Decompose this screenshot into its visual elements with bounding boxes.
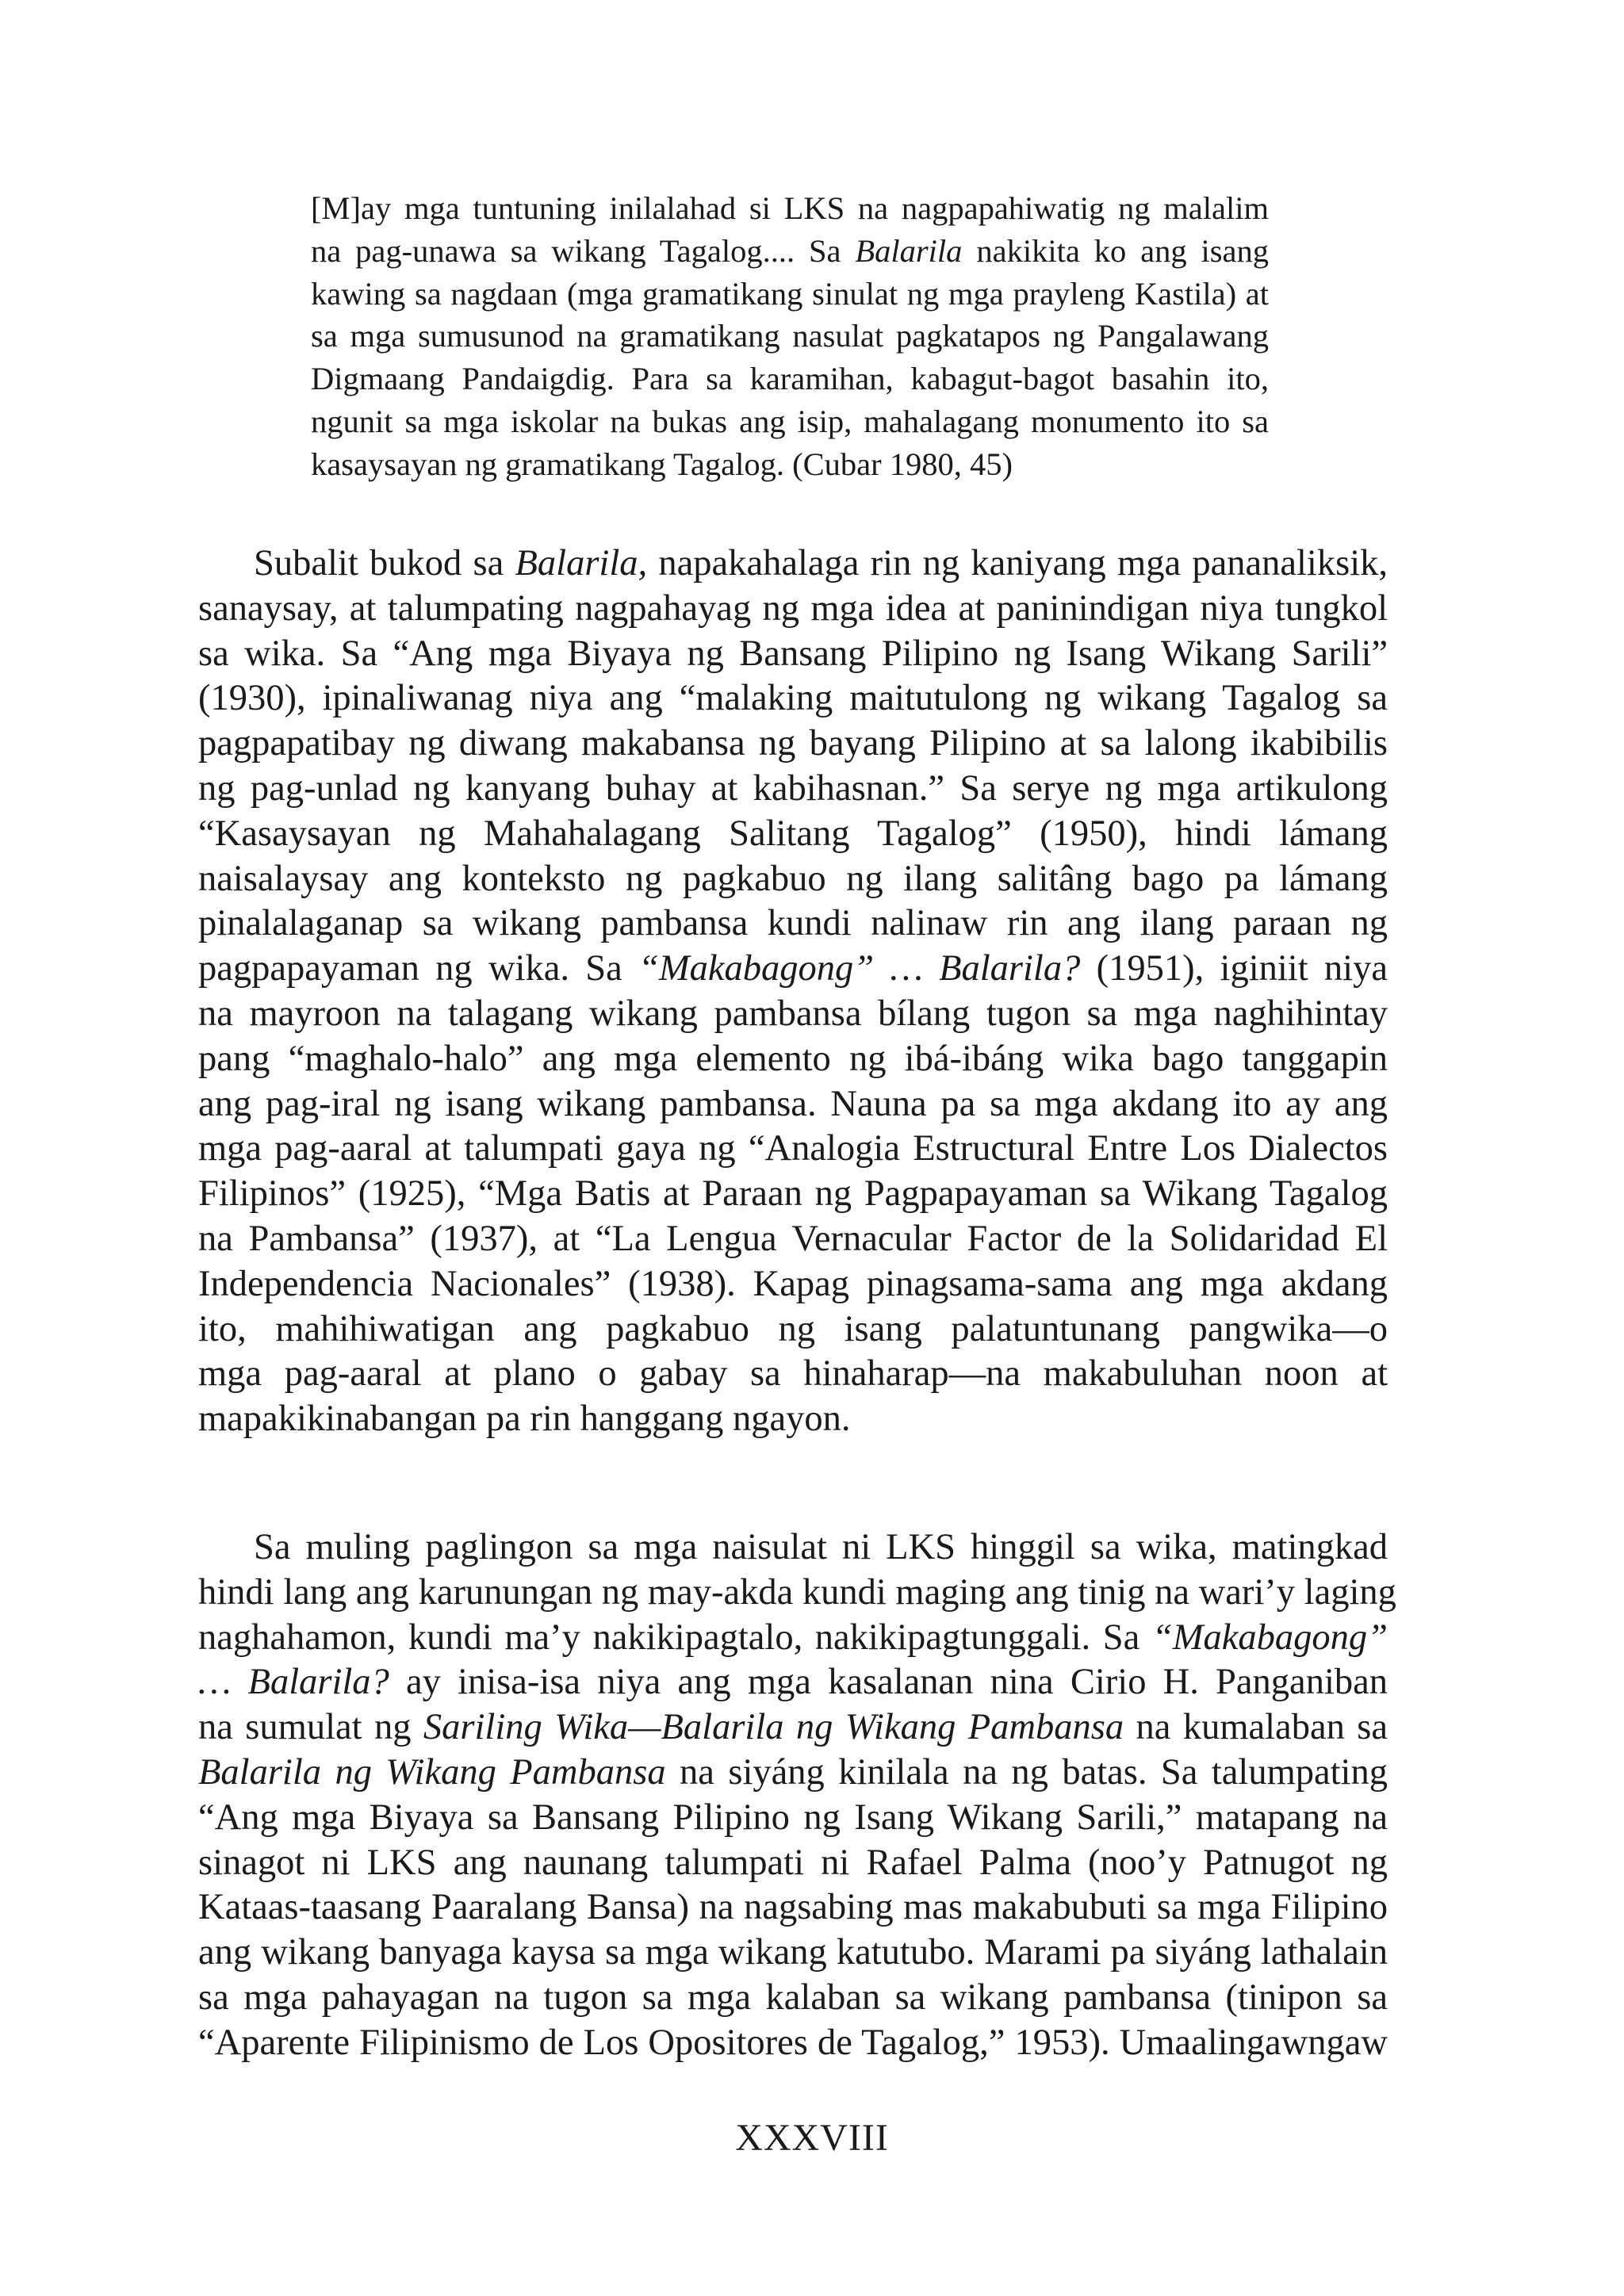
paragraph-1-line: sanaysay, at talumpating nagpahayag ng mga idea at paninindigan niya tungkol	[198, 587, 1388, 629]
paragraph-2-line: na sumulat ng Sariling Wika—Balarila ng Wikang Pambansa na kumalaban sa	[198, 1707, 1388, 1748]
italic-title: Balarila,	[515, 543, 648, 584]
paragraph-2-line: Kataas-taasang Paaralang Bansa) na nagsabing mas makabubuti sa mga Filipino	[198, 1887, 1388, 1928]
paragraph-1-line: Filipinos” (1925), “Mga Batis at Paraan ng Pagpapayaman sa Wikang Tagalog	[198, 1173, 1388, 1215]
paragraph-1-line: ng pag-unlad ng kanyang buhay at kabihasnan.” Sa serye ng mga artikulong	[198, 767, 1388, 809]
paragraph-1-line: ang pag-iral ng isang wikang pambansa. Nauna pa sa mga akdang ito ay ang	[198, 1083, 1388, 1124]
paragraph-2-line: sa mga pahayagan na tugon sa mga kalaban sa wikang pambansa (tinipon sa	[198, 1976, 1388, 2018]
paragraph-1-line: Independencia Nacionales” (1938). Kapag pinagsama-sama ang mga akdang	[198, 1263, 1388, 1304]
block-quote-line: kawing sa nagdaan (mga gramatikang sinulat ng mga prayleng Kastila) at	[311, 275, 1269, 312]
paragraph-2-line: Sa muling paglingon sa mga naisulat ni LKS hinggil sa wika, matingkad	[254, 1527, 1388, 1567]
paragraph-1-line: ito, mahihiwatigan ang pagkabuo ng isang palatuntunang pangwika—o	[198, 1308, 1388, 1349]
block-quote-line: [M]ay mga tuntuning inilalahad si LKS na nagpapahiwatig ng malalim	[311, 190, 1269, 226]
paragraph-2-line: “Ang mga Biyaya sa Bansang Pilipino ng Isang Wikang Sarili,” matapang na	[198, 1797, 1388, 1838]
paragraph-1-line: mga pag-aaral at talumpati gaya ng “Analogia Estructural Entre Los Dialectos	[198, 1128, 1388, 1169]
paragraph-2-line: hindi lang ang karunungan ng may-akda kundi maging ang tinig na wari’y laging	[198, 1571, 1396, 1613]
block-quote-line: na pag-unawa sa wikang Tagalog.... Sa Balarila nakikita ko ang isang	[311, 232, 1269, 269]
paragraph-2-line: “Aparente Filipinismo de Los Opositores de Tagalog,” 1953). Umaalingawngaw	[198, 2022, 1388, 2063]
italic-title: Balarila	[855, 232, 963, 269]
paragraph-1-line: “Kasaysayan ng Mahahalagang Salitang Tagalog” (1950), hindi lámang	[198, 813, 1388, 854]
paragraph-1-line: mga pag-aaral at plano o gabay sa hinaharap—na makabuluhan noon at	[198, 1353, 1388, 1395]
paragraph-2	[198, 1525, 1396, 2066]
paragraph-1-line: (1930), ipinaliwanag niya ang “malaking maitutulong ng wikang Tagalog sa	[198, 678, 1388, 719]
paragraph-1	[198, 541, 1388, 1442]
italic-title: Balarila ng Wikang Pambansa	[198, 1751, 666, 1793]
paragraph-1-line: na Pambansa” (1937), at “La Lengua Vernacular Factor de la Solidaridad El	[198, 1218, 1388, 1259]
block-quote-line: Digmaang Pandaigdig. Para sa karamihan, kabagut-bagot basahin ito,	[311, 361, 1269, 397]
paragraph-2-line: … Balarila? ay inisa-isa niya ang mga kasalanan nina Cirio H. Panganiban	[198, 1662, 1388, 1703]
block-quote	[311, 187, 1269, 486]
italic-title: “Makabagong” … Balarila?	[638, 948, 1081, 989]
paragraph-1-line: pagpapatibay ng diwang makabansa ng bayang Pilipino at sa lalong ikabibilis	[198, 723, 1388, 764]
paragraph-2-line: sinagot ni LKS ang naunang talumpati ni Rafael Palma (noo’y Patnugot ng	[198, 1842, 1388, 1883]
paragraph-1-line: na mayroon na talagang wikang pambansa bílang tugon sa mga naghihintay	[198, 993, 1388, 1034]
paragraph-1-line: naisalaysay ang konteksto ng pagkabuo ng ilang salitâng bago pa lámang	[198, 858, 1388, 899]
paragraph-1-line: pinalalaganap sa wikang pambansa kundi nalinaw rin ang ilang paraan ng	[198, 903, 1388, 944]
paragraph-1-line: pagpapayaman ng wika. Sa “Makabagong” … Balarila? (1951), iginiit niya	[198, 948, 1388, 989]
paragraph-2-line: Balarila ng Wikang Pambansa na siyáng kinilala na ng batas. Sa talumpating	[198, 1751, 1388, 1793]
paragraph-2-line: ang wikang banyaga kaysa sa mga wikang katutubo. Marami pa siyáng lathalain	[198, 1932, 1388, 1973]
block-quote-line: ngunit sa mga iskolar na bukas ang isip, mahalagang monumento ito sa	[311, 403, 1269, 439]
italic-title: … Balarila?	[198, 1662, 389, 1703]
page-number: XXXVIII	[735, 2117, 889, 2159]
paragraph-1-line: Subalit bukod sa Balarila, napakahalaga rin ng kaniyang mga pananaliksik,	[254, 543, 1388, 584]
paragraph-1-line: pang “maghalo-halo” ang mga elemento ng ibá-ibáng wika bago tanggapin	[198, 1038, 1388, 1079]
block-quote-line: sa mga sumusunod na gramatikang nasulat pagkatapos ng Pangalawang	[311, 318, 1269, 354]
paragraph-2-line: naghahamon, kundi ma’y nakikipagtalo, nakikipagtunggali. Sa “Makabagong”	[198, 1617, 1388, 1658]
block-quote-line: kasaysayan ng gramatikang Tagalog. (Cubar 1980, 45)	[311, 446, 1013, 482]
italic-title: Sariling Wika—Balarila ng Wikang Pambansa	[423, 1707, 1124, 1748]
paragraph-1-line: sa wika. Sa “Ang mga Biyaya ng Bansang Pilipino ng Isang Wikang Sarili”	[198, 633, 1388, 674]
paragraph-1-line: mapakikinabangan pa rin hanggang ngayon.	[198, 1399, 851, 1440]
italic-title: “Makabagong”	[1151, 1617, 1388, 1658]
